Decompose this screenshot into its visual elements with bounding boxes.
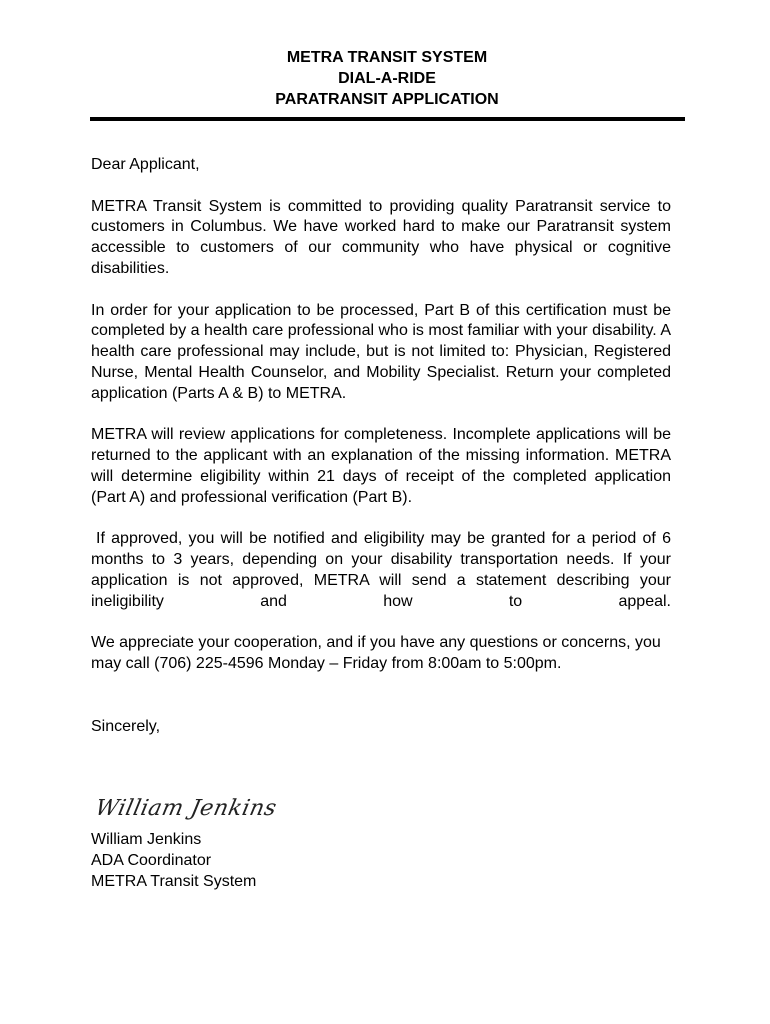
paragraph-approval [91,529,671,612]
paragraph-contact: We appreciate your cooperation, and if you have any questions or concerns, you may call (706) 225-4596 Monday – Friday from 8:00am to 5:00pm. [91,634,661,673]
handwritten-signature: William Jenkins [93,796,280,821]
header-subtitle: DIAL-A-RIDE [338,70,436,87]
paragraph-commitment: METRA Transit System is committed to providing quality Paratransit service to customers in Columbus. We have worked hard to make our Paratransit system accessible to customers of our community who have physical or cognitive disabilities. [91,197,671,277]
header-application-title: PARATRANSIT APPLICATION [275,91,499,108]
signer-name: William Jenkins [91,831,202,848]
signer-title: ADA Coordinator [91,852,212,869]
paragraph-processing: In order for your application to be processed, Part B of this certification must be completed by a health care professional who is most familiar with your disability. A health care professional may include, but is not limited to: Physician, Registered Nurse, Mental Health Counselor, and Mobility Specialist. Return your completed application (Parts A & B) to METRA. [91,301,671,402]
salutation: Dear Applicant, [91,156,200,173]
header-divider [90,117,685,121]
closing: Sincerely, [91,717,161,735]
letter-body [91,155,671,758]
header-title: METRA TRANSIT SYSTEM [286,49,488,66]
paragraph-approval-text: If approved, you will be notified and eligibility may be granted for a period of 6 months to 3 years, depending on your disability transportation needs. If your application is not approved, METRA will send a statement describing your ineligibility and how to appeal. [91,530,671,610]
signer-organization: METRA Transit System [91,873,257,890]
paragraph-review: METRA will review applications for completeness. Incomplete applications will be returned to the applicant with an explanation of the missing information. METRA will determine eligibility within 21 days of receipt of the completed application (Part A) and professional verification (Part B). [91,426,671,506]
document-header [90,47,684,110]
signature-block [91,829,256,892]
